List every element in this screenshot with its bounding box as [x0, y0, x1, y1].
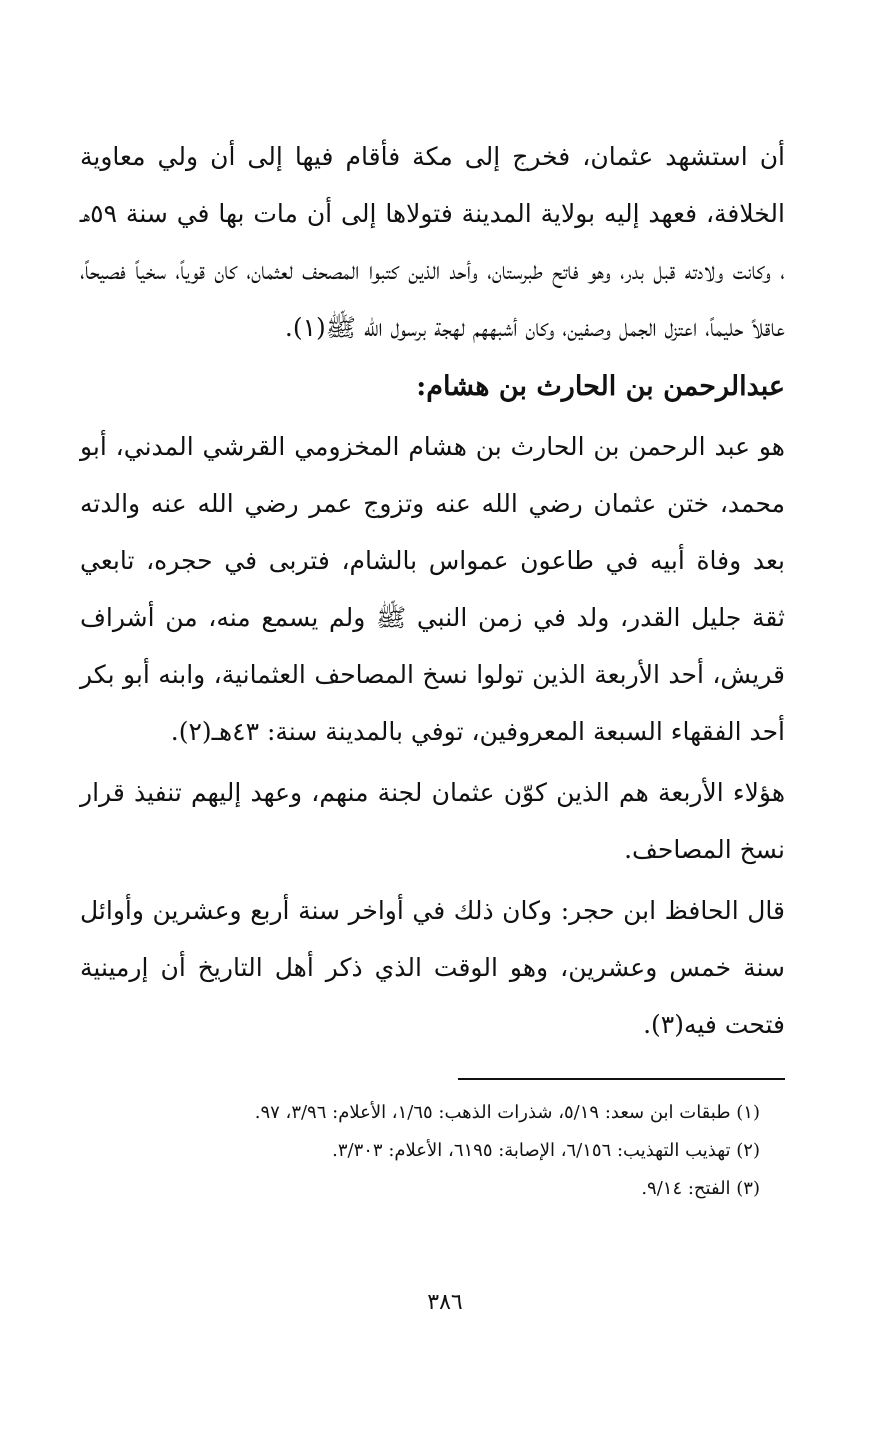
- footnotes: [100, 1094, 760, 1208]
- footnote: (٢) تهذيب التهذيب: ٦/١٥٦، الإصابة: ٦١٩٥، الأعلام: ٣/٣٠٣.: [332, 1140, 760, 1161]
- footnote: (١) طبقات ابن سعد: ٥/١٩، شذرات الذهب: ١/٦٥، الأعلام: ٣/٩٦، ٩٧.: [254, 1102, 760, 1123]
- body-text: [80, 128, 785, 1053]
- footnote-divider: [458, 1078, 785, 1080]
- paragraph: هو عبد الرحمن بن الحارث بن هشام المخزومي القرشي المدني، أبو محمد، ختن عثمان رضي الله عنه وتزوج عمر رضي الله عنه والدته بعد وفاة أبيه في طاعون عمواس بالشام، فتربى في حجره، تابعي ثقة جليل القدر، ولد في زمن النبي ﷺ ولم يسمع منه، من أشراف قريش، أحد الأربعة الذين تولوا نسخ المصاحف العثمانية، وابنه أبو بكر أحد الفقهاء السبعة المعروفين، توفي بالمدينة سنة: ٤٣هـ(٢).: [80, 432, 785, 746]
- paragraph: أن استشهد عثمان، فخرج إلى مكة فأقام فيها إلى أن ولي معاوية الخلافة، فعهد إليه بولاية المدينة فتولاها إلى أن مات بها في سنة ٥٩هـ ، وكانت ولادته قبل بدر، وهو فاتح طبرستان، وأحد الذين كتبوا المصحف لعثمان، كان قوياً، سخياً فصيحاً، عاقلاً حليماً، اعتزل الجمل وصفين، وكان أشبههم لهجة برسول الله ﷺ(١).: [80, 142, 785, 342]
- paragraph: قال الحافظ ابن حجر: وكان ذلك في أواخر سنة أربع وعشرين وأوائل سنة خمس وعشرين، وهو الوقت الذي ذكر أهل التاريخ أن إرمينية فتحت فيه(٣).: [80, 896, 785, 1039]
- section-heading: عبدالرحمن بن الحارث بن هشام:: [416, 371, 785, 402]
- footnote: (٣) الفتح: ٩/١٤.: [641, 1178, 760, 1199]
- paragraph: هؤلاء الأربعة هم الذين كوّن عثمان لجنة منهم، وعهد إليهم تنفيذ قرار نسخ المصاحف.: [80, 778, 785, 864]
- page-number: ٣٨٦: [427, 1290, 463, 1315]
